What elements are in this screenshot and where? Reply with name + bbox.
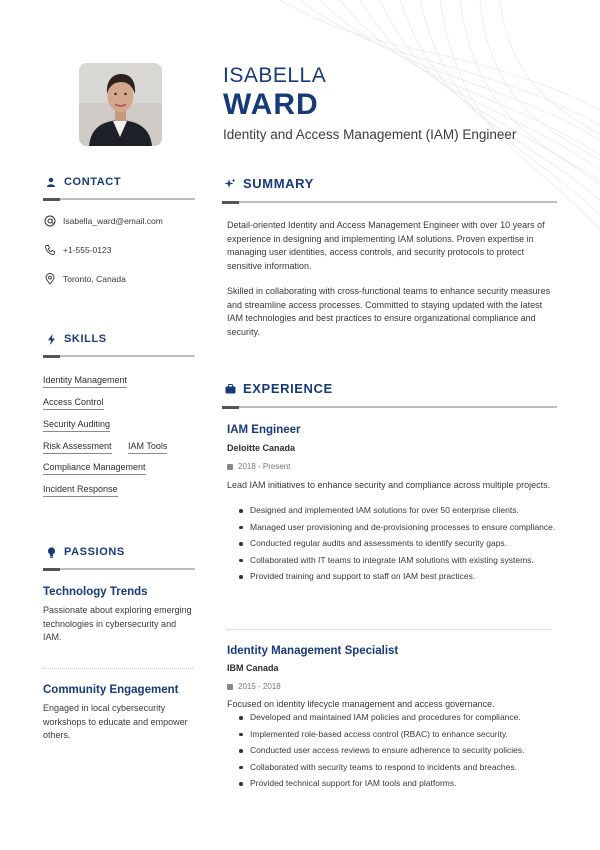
skill-tag: Security Auditing [43, 419, 110, 432]
at-sign-icon [44, 215, 56, 227]
passions-heading-label: PASSIONS [64, 546, 125, 558]
passion-description: Passionate about exploring emerging technologies in cybersecurity and IAM. [43, 605, 192, 642]
contact-phone[interactable] [44, 244, 111, 256]
skill-tag: Identity Management [43, 375, 127, 388]
skill-tag: Risk Assessment [43, 441, 112, 454]
phone-text: +1-555-0123 [63, 245, 112, 255]
briefcase-icon [224, 383, 236, 395]
sparkle-icon [224, 178, 236, 190]
list-item: Implemented role-based access control (RBAC) to enhance security. [238, 729, 556, 741]
experience-heading [224, 381, 333, 396]
job-dates [227, 682, 281, 691]
phone-icon [44, 244, 56, 256]
experience-heading-label: EXPERIENCE [243, 381, 333, 396]
list-item: Conducted regular audits and assessments to identify security gaps. [238, 538, 556, 550]
summary-paragraph: Skilled in collaborating with cross-functional teams to enhance security measures and streamline access processes. Committed to staying updated with the latest IAM technologies and best practices to ensure organizational compliance and security. [227, 286, 551, 337]
job-dates [227, 462, 290, 471]
summary-paragraph: Detail-oriented Identity and Access Management Engineer with over 10 years of experience in designing and implementing IAM solutions. Proven expertise in managing user identities, access controls, and security protocols to protect sensitive information. [227, 220, 545, 271]
passion-title: Community Engagement [43, 684, 179, 696]
skill-tag: Incident Response [43, 484, 118, 497]
avatar [79, 63, 162, 146]
passions-heading [45, 546, 125, 558]
job-separator [227, 629, 552, 630]
contact-email[interactable] [44, 215, 163, 227]
map-pin-icon [44, 273, 56, 285]
lightbulb-icon [45, 546, 57, 558]
passion-title: Technology Trends [43, 586, 148, 598]
job-bullets [238, 505, 556, 583]
skills-heading-label: SKILLS [64, 333, 107, 345]
passion-separator [43, 668, 193, 669]
list-item: Conducted user access reviews to ensure adherence to security policies. [238, 745, 556, 757]
job-intro: Lead IAM initiatives to enhance security and compliance across multiple projects. [227, 480, 551, 490]
calendar-icon [227, 684, 233, 690]
job-role: IAM Engineer [227, 424, 301, 436]
job-intro: Focused on identity lifecycle management and access governance. [227, 699, 495, 709]
job-dates-text: 2018 - Present [238, 462, 291, 471]
contact-location [44, 273, 126, 285]
location-text: Toronto, Canada [63, 274, 126, 284]
skill-tag: Compliance Management [43, 462, 146, 475]
list-item: Provided technical support for IAM tools and platforms. [238, 778, 556, 790]
job-dates-text: 2015 - 2018 [238, 682, 281, 691]
person-icon [45, 176, 57, 188]
skill-tag: Access Control [43, 397, 104, 410]
summary-heading-label: SUMMARY [243, 176, 314, 191]
passions-divider [43, 568, 195, 570]
passion-description: Engaged in local cybersecurity workshops to educate and empower others. [43, 703, 188, 740]
contact-divider [43, 198, 195, 200]
first-name: ISABELLA [223, 64, 327, 87]
list-item: Collaborated with IT teams to integrate IAM solutions with existing systems. [238, 555, 556, 567]
contact-heading-label: CONTACT [64, 176, 122, 188]
summary-divider [222, 201, 557, 203]
list-item: Provided training and support to staff on IAM best practices. [238, 571, 556, 583]
job-role: Identity Management Specialist [227, 645, 399, 657]
bolt-icon [45, 333, 57, 345]
summary-heading [224, 176, 314, 191]
skill-tag: IAM Tools [128, 441, 167, 454]
list-item: Managed user provisioning and de-provisioning processes to ensure compliance. [238, 522, 556, 534]
job-company: IBM Canada [227, 663, 279, 673]
contact-heading [45, 176, 121, 188]
experience-divider [222, 406, 557, 408]
list-item: Developed and maintained IAM policies and procedures for compliance. [238, 712, 556, 724]
skills-heading [45, 333, 107, 345]
job-company: Deloitte Canada [227, 443, 296, 453]
list-item: Designed and implemented IAM solutions for over 50 enterprise clients. [238, 505, 556, 517]
last-name: WARD [223, 88, 319, 121]
calendar-icon [227, 464, 233, 470]
job-bullets [238, 712, 556, 790]
skills-divider [43, 355, 195, 357]
profile-photo [79, 63, 162, 146]
email-text: Isabella_ward@email.com [63, 216, 163, 226]
job-title: Identity and Access Management (IAM) Engineer [223, 127, 517, 142]
list-item: Collaborated with security teams to respond to incidents and breaches. [238, 762, 556, 774]
